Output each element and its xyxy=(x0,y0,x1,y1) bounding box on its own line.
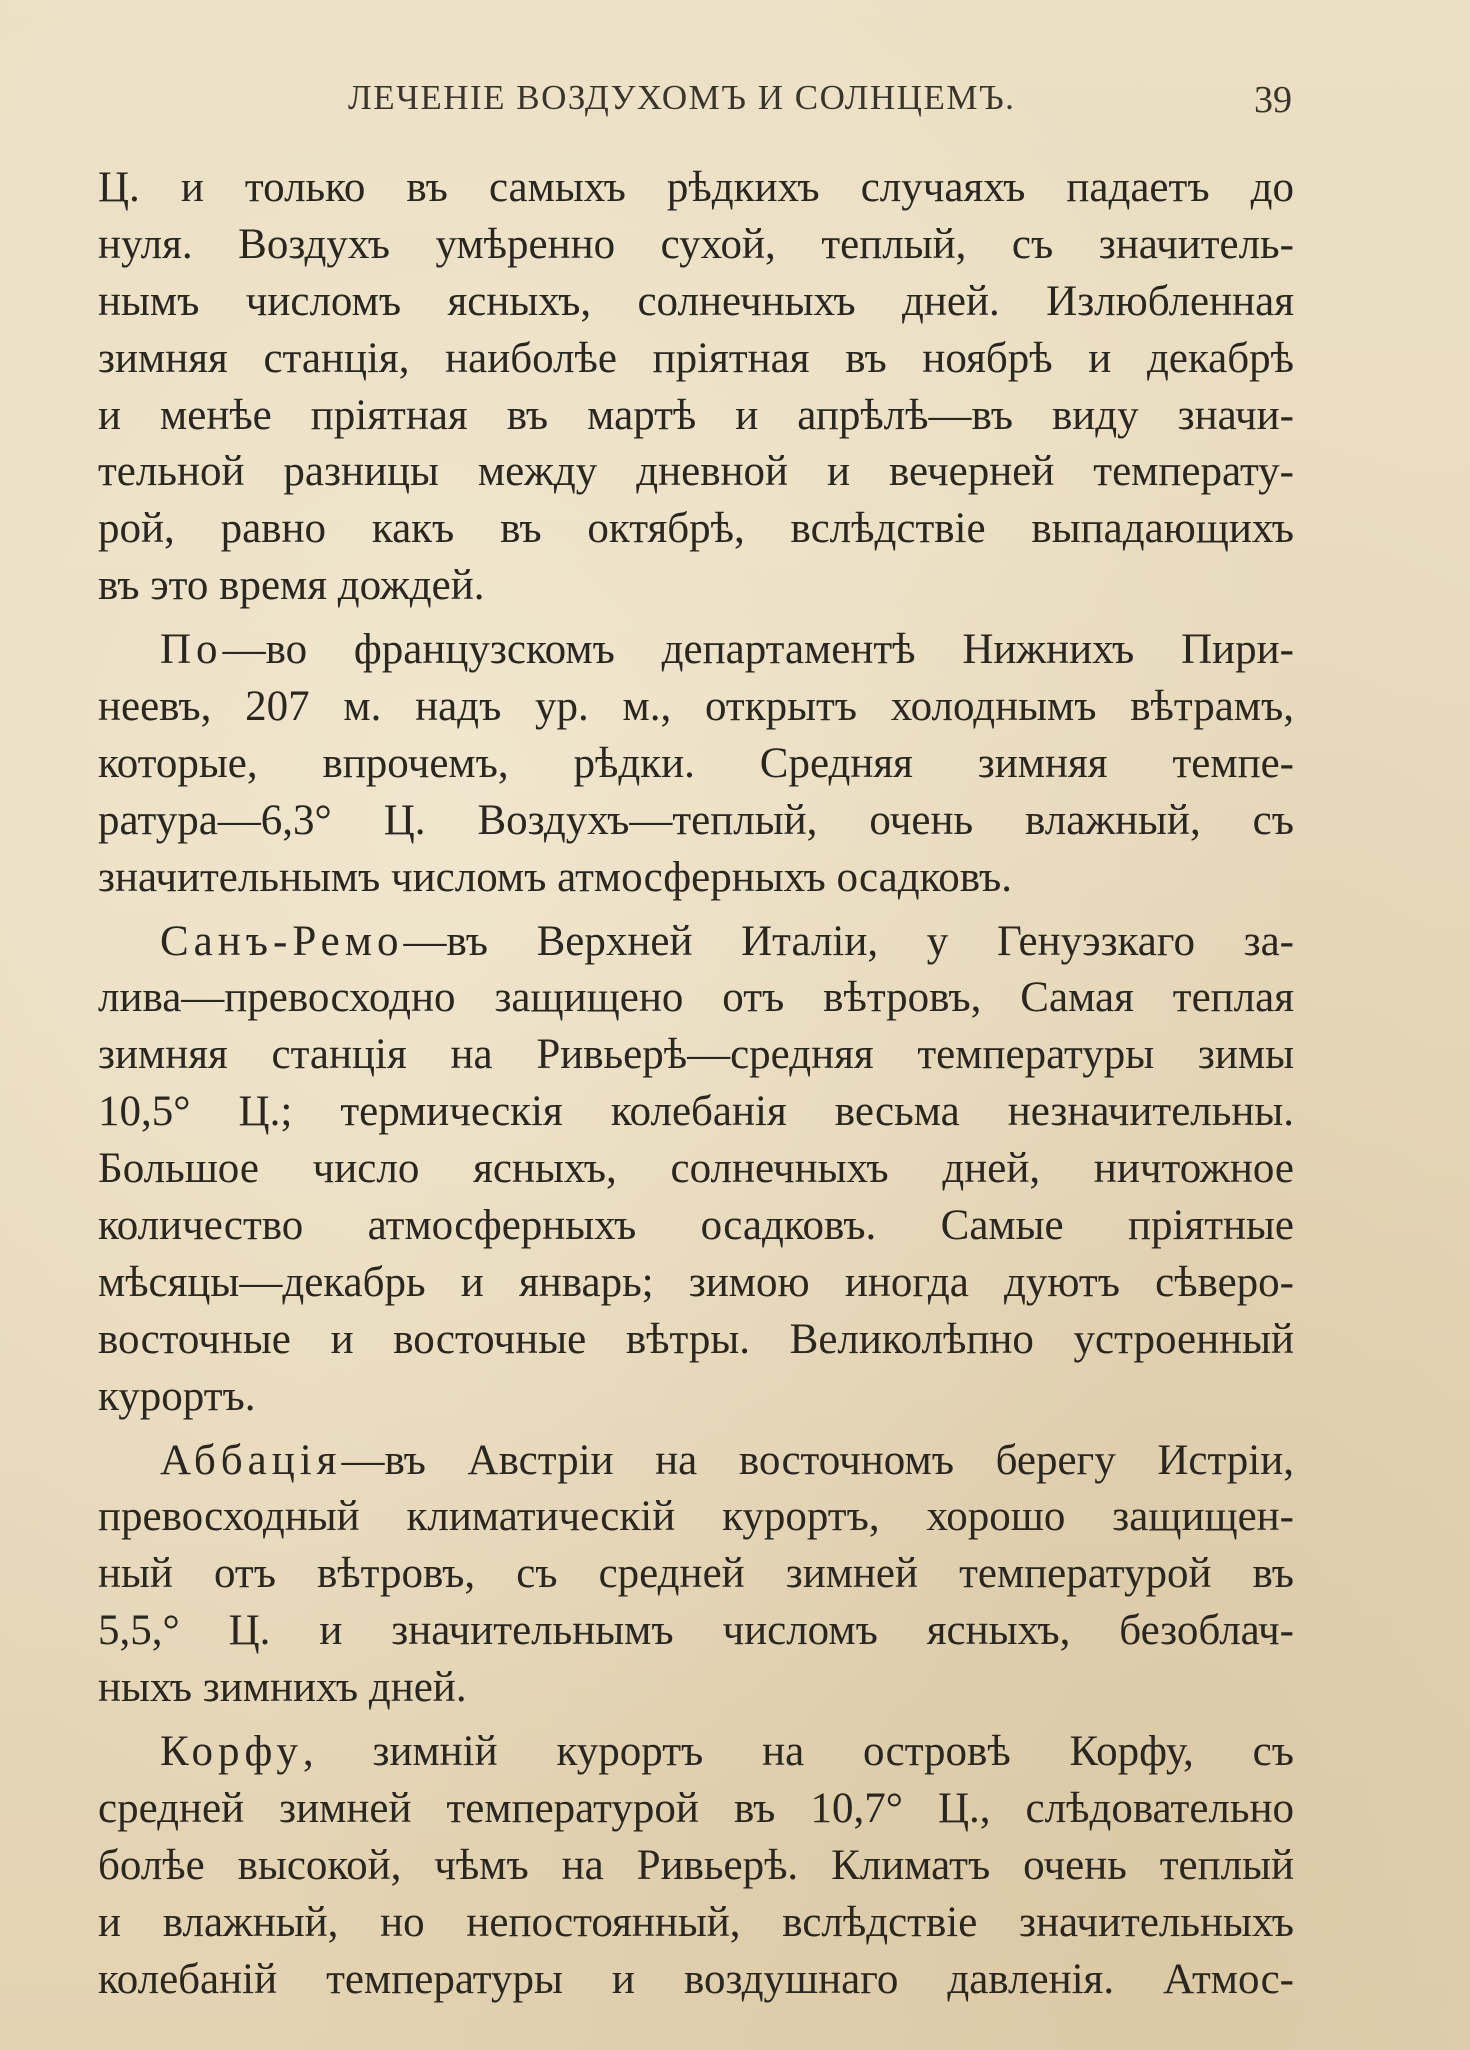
text-line: Большое число ясныхъ, солнечныхъ дней, ничтожное xyxy=(98,1145,1294,1193)
text-line: ратура—6,3° Ц. Воздухъ—теплый, очень влажный, съ xyxy=(98,796,1294,844)
text-line: курортъ. xyxy=(98,1372,256,1420)
text-fragment: —въ Австріи на восточномъ берегу Истріи, xyxy=(341,1436,1294,1484)
paragraph-abbazia xyxy=(98,1433,1294,1717)
running-title: ЛЕЧЕНІЕ ВОЗДУХОМЪ И СОЛНЦЕМЪ. xyxy=(348,78,1016,117)
page-header xyxy=(98,78,1292,128)
text-line: рой, равно какъ въ октябрѣ, вслѣдствіе выпадающихъ xyxy=(98,505,1294,553)
page-number: 39 xyxy=(1254,79,1292,121)
text-line: значительнымъ числомъ атмосферныхъ осадковъ. xyxy=(98,853,1013,901)
text-line: въ это время дождей. xyxy=(98,562,485,610)
text-line xyxy=(98,622,1294,679)
text-line: мѣсяцы—декабрь и январь; зимою иногда дуютъ сѣверо- xyxy=(98,1258,1294,1306)
text-line: и влажный, но непостоянный, вслѣдствіе значительныхъ xyxy=(98,1898,1294,1946)
text-line: которые, впрочемъ, рѣдки. Средняя зимняя темпе- xyxy=(98,739,1294,787)
text-line: лива—превосходно защищено отъ вѣтровъ, Самая теплая xyxy=(98,974,1294,1022)
text-line: Ц. и только въ самыхъ рѣдкихъ случаяхъ падаетъ до xyxy=(98,164,1294,211)
text-line: зимняя станція, наиболѣе пріятная въ ноябрѣ и декабрѣ xyxy=(98,334,1294,382)
text-line: нуля. Воздухъ умѣренно сухой, теплый, съ значитель- xyxy=(98,220,1294,268)
text-line: зимняя станція на Ривьерѣ—средняя температуры зимы xyxy=(98,1031,1294,1079)
text-line: количество атмосферныхъ осадковъ. Самые пріятные xyxy=(98,1202,1294,1250)
text-line: болѣе высокой, чѣмъ на Ривьерѣ. Климатъ очень теплый xyxy=(98,1841,1294,1889)
paragraph-san-remo xyxy=(98,914,1294,1426)
resort-name: По xyxy=(160,626,223,674)
text-fragment: —въ Верхней Италіи, у Генуэзкаго за- xyxy=(403,917,1294,965)
text-line xyxy=(98,1433,1294,1490)
text-line: 10,5° Ц.; термическія колебанія весьма незначительны. xyxy=(98,1088,1294,1136)
text-line: тельной разницы между дневной и вечерней температу- xyxy=(98,448,1294,496)
resort-name: Аббація xyxy=(160,1436,342,1484)
text-line: и менѣе пріятная въ мартѣ и апрѣлѣ—въ виду значи- xyxy=(98,391,1294,439)
text-line xyxy=(98,1724,1294,1781)
text-fragment: , зимній курортъ на островѣ Корфу, съ xyxy=(302,1728,1294,1776)
text-line xyxy=(98,914,1294,971)
text-line: неевъ, 207 м. надъ ур. м., открытъ холоднымъ вѣтрамъ, xyxy=(98,683,1294,731)
text-fragment: —во французскомъ департаментѣ Нижнихъ Пири- xyxy=(222,626,1294,674)
text-line: превосходный климатическій курортъ, хорошо защищен- xyxy=(98,1493,1294,1541)
text-line: восточные и восточные вѣтры. Великолѣпно устроенный xyxy=(98,1315,1294,1363)
text-line: средней зимней температурой въ 10,7° Ц., слѣдовательно xyxy=(98,1784,1294,1832)
text-line: ныхъ зимнихъ дней. xyxy=(98,1664,467,1712)
text-line: нымъ числомъ ясныхъ, солнечныхъ дней. Излюбленная xyxy=(98,277,1294,325)
text-line: 5,5,° Ц. и значительнымъ числомъ ясныхъ, безоблач- xyxy=(98,1607,1294,1655)
body-text xyxy=(98,160,1294,2016)
resort-name: Санъ-Ремо xyxy=(160,917,404,965)
paragraph-corfu xyxy=(98,1724,1294,2008)
paragraph-pau xyxy=(98,622,1294,906)
resort-name: Корфу xyxy=(160,1728,303,1776)
text-line: ный отъ вѣтровъ, съ средней зимней температурой въ xyxy=(98,1550,1294,1598)
text-line: колебаній температуры и воздушнаго давленія. Атмос- xyxy=(98,1955,1294,2003)
paragraph xyxy=(98,160,1294,615)
